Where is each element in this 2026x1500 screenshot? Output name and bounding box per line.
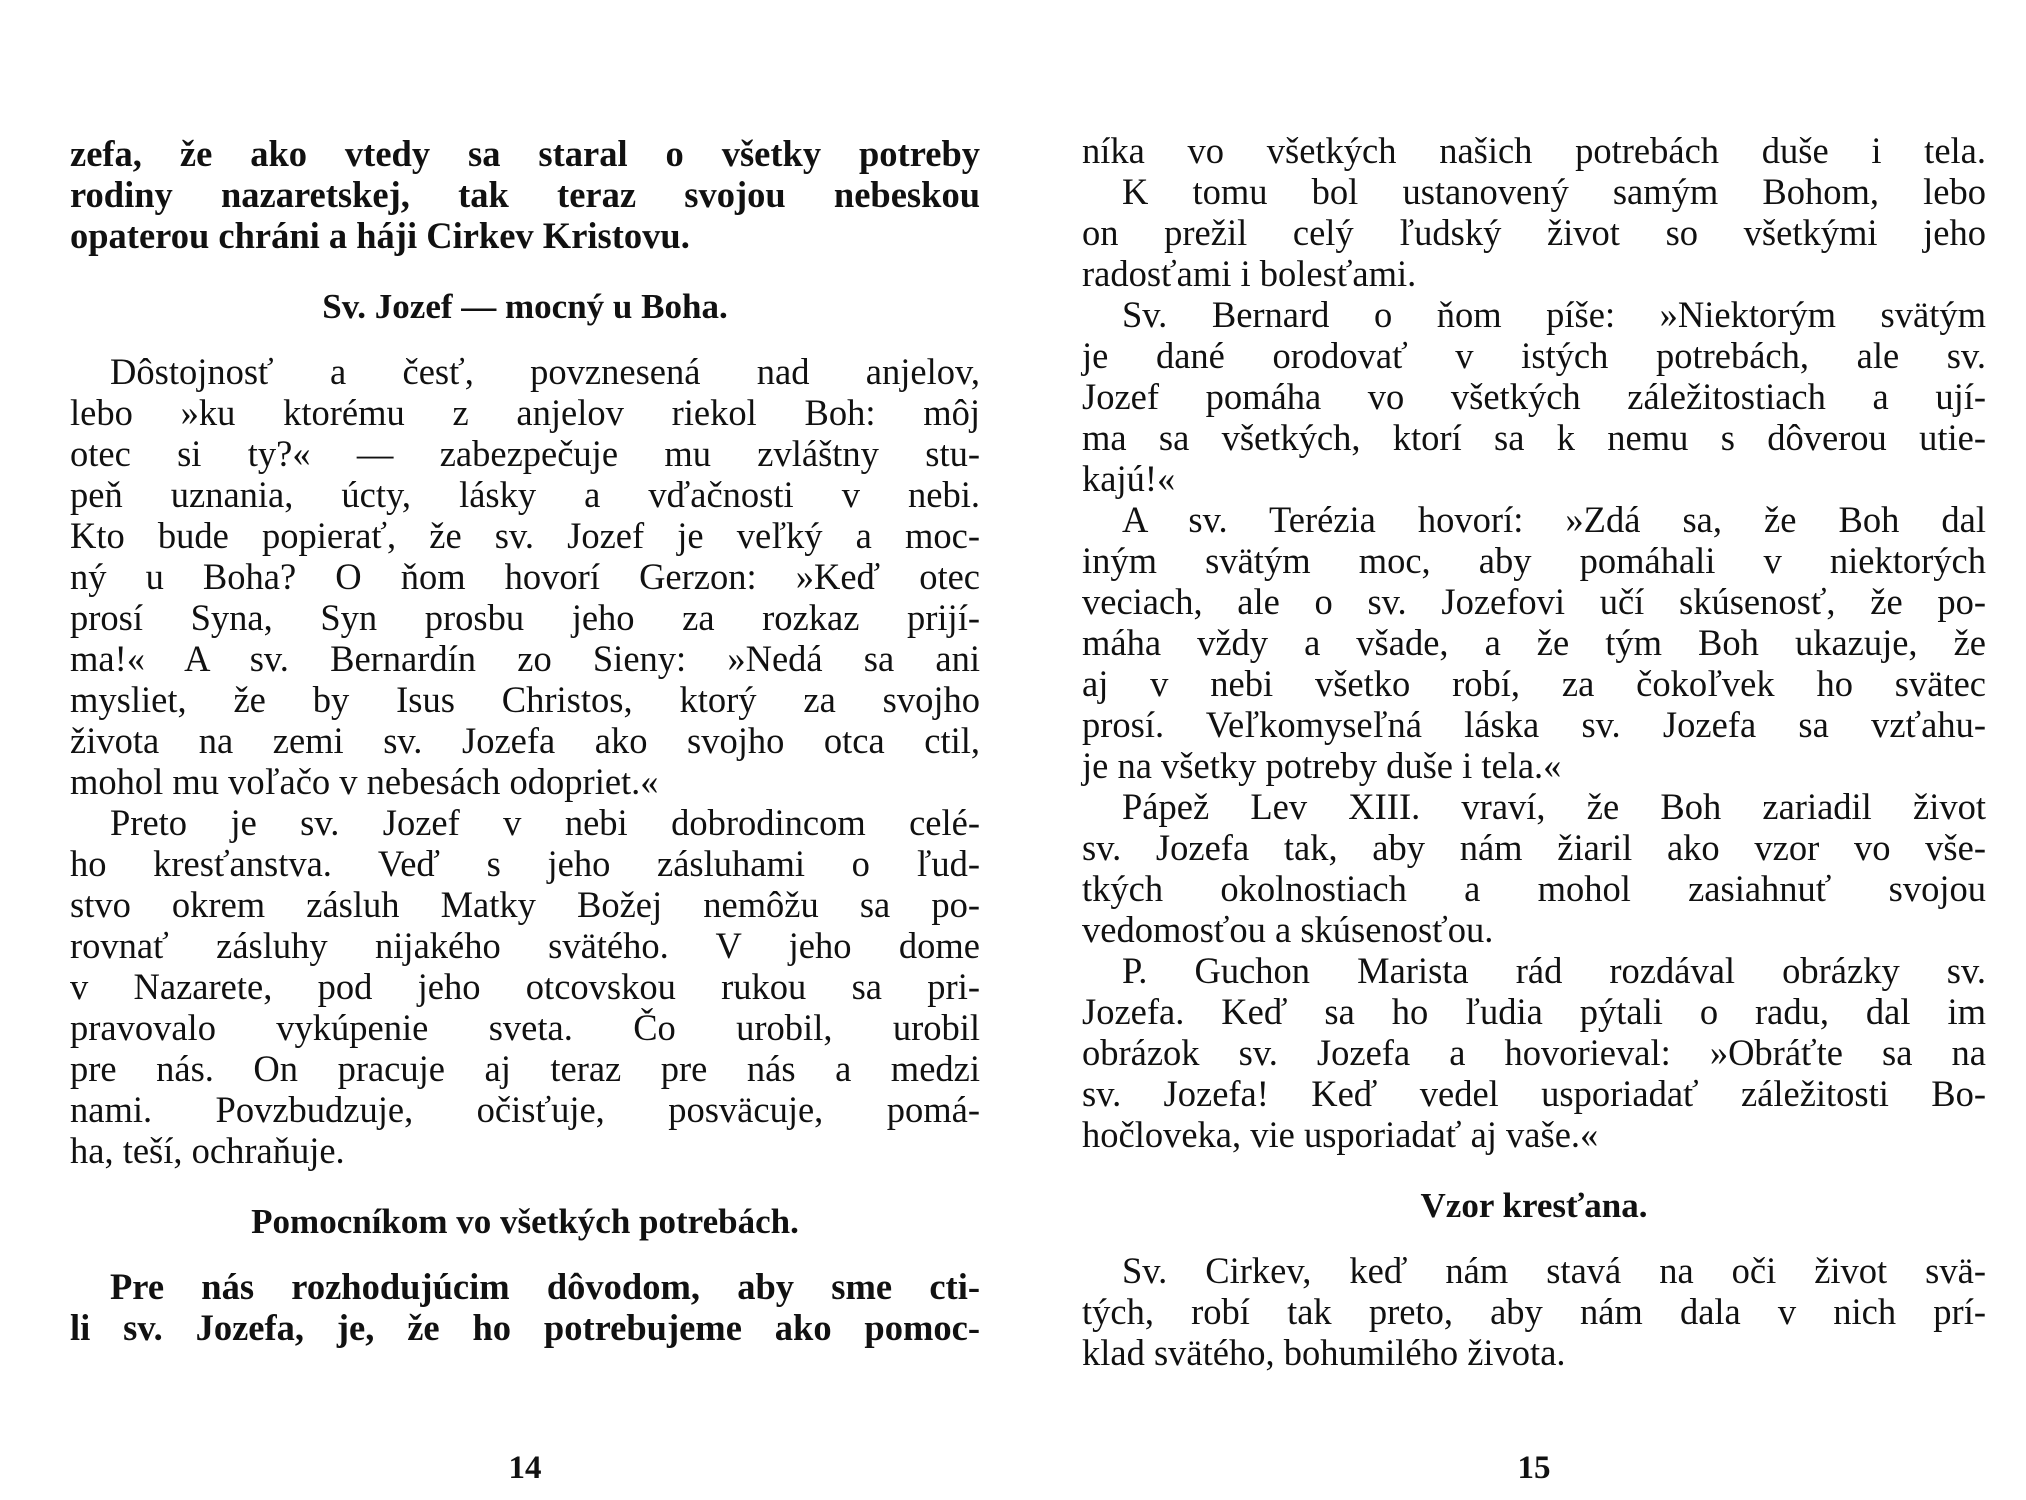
text-line: veciach, ale o sv. Jozefovi učí skúsenosť, že po- [1082,581,1986,622]
text-line: v Nazarete, pod jeho otcovskou rukou sa pri- [70,966,980,1007]
paragraph [1082,130,1986,171]
paragraph [70,351,980,802]
paragraph [1082,786,1986,950]
text-line: stvo okrem zásluh Matky Božej nemôžu sa po- [70,884,980,925]
text-line: mysliet, že by Isus Christos, ktorý za svojho [70,679,980,720]
right-page-text [1082,130,1986,1373]
text-line: tých, robí tak preto, aby nám dala v nich prí- [1082,1291,1986,1332]
text-line: mohol mu voľačo v nebesách odopriet.« [70,761,659,802]
text-line: sv. Jozefa tak, aby nám žiaril ako vzor vo vše- [1082,827,1986,868]
text-line: máha vždy a všade, a že tým Boh ukazuje, že [1082,622,1986,663]
text-line: P. Guchon Marista rád rozdával obrázky sv. [1122,950,1986,991]
text-line: pre nás. On pracuje aj teraz pre nás a medzi [70,1048,980,1089]
text-line: sv. Jozefa! Keď vedel usporiadať záležitosti Bo- [1082,1073,1986,1114]
text-line: ho kresťanstva. Veď s jeho zásluhami o ľud- [70,843,980,884]
text-line: tkých okolnostiach a mohol zasiahnuť svojou [1082,868,1986,909]
text-line: rodiny nazaretskej, tak teraz svojou nebeskou [70,174,980,215]
text-line: peň uznania, úcty, lásky a vďačnosti v nebi. [70,474,980,515]
paragraph [1082,950,1986,1155]
text-line: prosí. Veľkomyseľná láska sv. Jozefa sa vzťahu- [1082,704,1986,745]
text-line: obrázok sv. Jozefa a hovorieval: »Obráťte sa na [1082,1032,1986,1073]
text-line: Kto bude popierať, že sv. Jozef je veľký a moc- [70,515,980,556]
text-line: aj v nebi všetko robí, za čokoľvek ho svätec [1082,663,1986,704]
text-line: Pápež Lev XIII. vraví, že Boh zariadil život [1122,786,1986,827]
text-line: kajú!« [1082,458,1176,499]
text-line: rovnať zásluhy nijakého svätého. V jeho dome [70,925,980,966]
text-line: radosťami i bolesťami. [1082,253,1417,294]
paragraph [1082,1250,1986,1373]
left-page-text [70,133,980,1348]
text-line: Dôstojnosť a česť, povznesená nad anjelov, [110,351,980,392]
text-line: li sv. Jozefa, je, že ho potrebujeme ako pomoc- [70,1307,980,1348]
text-line: Pre nás rozhodujúcim dôvodom, aby sme cti- [110,1266,980,1307]
text-line: je na všetky potreby duše i tela.« [1082,745,1562,786]
text-line: nami. Povzbudzuje, očisťuje, posväcuje, pomá- [70,1089,980,1130]
section-heading: Pomocníkom vo všetkých potrebách. [251,1202,799,1241]
text-line: Sv. Bernard o ňom píše: »Niektorým svätým [1122,294,1986,335]
paragraph [1082,171,1986,294]
text-line: ha, teší, ochraňuje. [70,1130,345,1171]
paragraph [70,802,980,1171]
paragraph [1082,499,1986,786]
text-line: vedomosťou a skúsenosťou. [1082,909,1494,950]
text-line: otec si ty?« — zabezpečuje mu zvláštny stu- [70,433,980,474]
text-line: hočloveka, vie usporiadať aj vaše.« [1082,1114,1599,1155]
paragraph [1082,294,1986,499]
text-line: on prežil celý ľudský život so všetkými jeho [1082,212,1986,253]
text-line: prosí Syna, Syn prosbu jeho za rozkaz prijí- [70,597,980,638]
text-line: pravovalo vykúpenie sveta. Čo urobil, urobil [70,1007,980,1048]
left-page [70,0,980,1500]
text-line: níka vo všetkých našich potrebách duše i tela. [1082,130,1986,171]
text-line: Jozefa. Keď sa ho ľudia pýtali o radu, dal im [1082,991,1986,1032]
text-line: ný u Boha? O ňom hovorí Gerzon: »Keď otec [70,556,980,597]
text-line: života na zemi sv. Jozefa ako svojho otca ctil, [70,720,980,761]
text-line: K tomu bol ustanovený samým Bohom, lebo [1122,171,1986,212]
right-page [1082,0,1986,1500]
section-heading: Vzor kresťana. [1420,1186,1648,1225]
paragraph [70,1266,980,1348]
text-line: lebo »ku ktorému z anjelov riekol Boh: môj [70,392,980,433]
text-line: Sv. Cirkev, keď nám stavá na oči život svä- [1122,1250,1986,1291]
paragraph [70,133,980,256]
text-line: ma!« A sv. Bernardín zo Sieny: »Nedá sa ani [70,638,980,679]
text-line: zefa, že ako vtedy sa staral o všetky potreby [70,133,980,174]
text-line: iným svätým moc, aby pomáhali v niektorých [1082,540,1986,581]
text-line: Jozef pomáha vo všetkých záležitostiach a ují- [1082,376,1986,417]
text-line: Preto je sv. Jozef v nebi dobrodincom celé- [110,802,980,843]
text-line: opaterou chráni a háji Cirkev Kristovu. [70,215,690,256]
text-line: A sv. Terézia hovorí: »Zdá sa, že Boh dal [1122,499,1986,540]
page-number: 15 [1517,1450,1551,1486]
page-number: 14 [508,1450,542,1486]
section-heading: Sv. Jozef — mocný u Boha. [322,287,728,326]
text-line: ma sa všetkých, ktorí sa k nemu s dôverou utie- [1082,417,1986,458]
text-line: klad svätého, bohumilého života. [1082,1332,1566,1373]
text-line: je dané orodovať v istých potrebách, ale sv. [1082,335,1986,376]
